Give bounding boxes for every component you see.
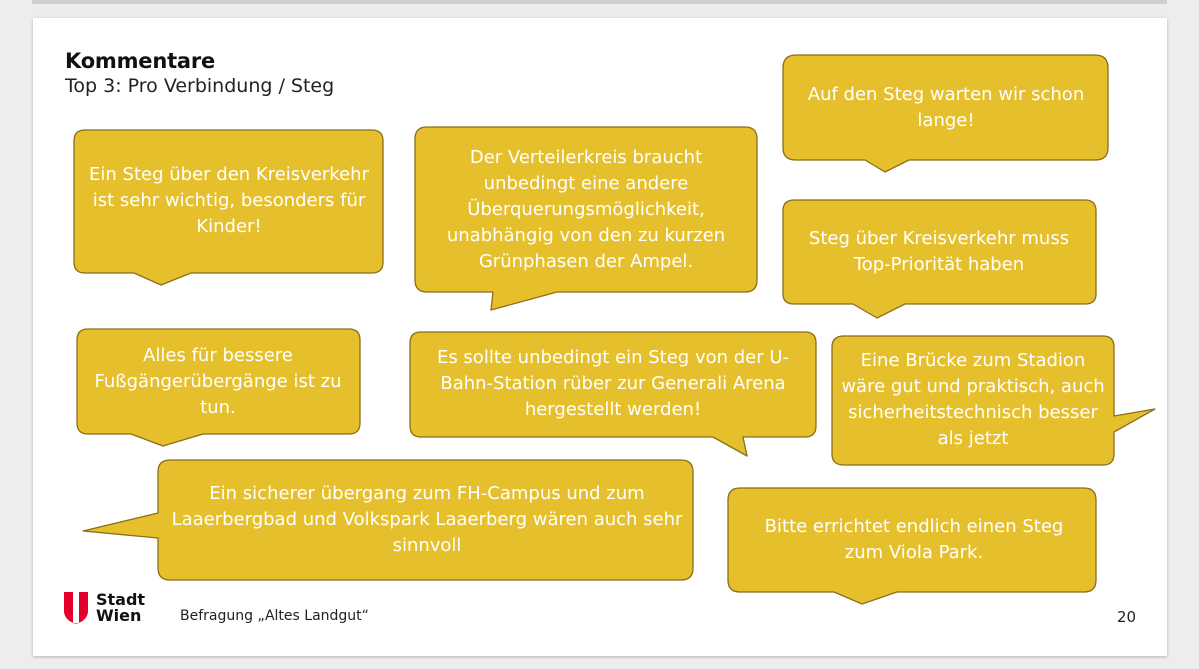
logo-line-1: Stadt: [96, 590, 146, 609]
comment-text-6: Es sollte unbedingt ein Steg von der U-Bahn-Station rüber zur Generali Arena hergestellt werden!: [436, 347, 790, 420]
slide-subtitle: Top 3: Pro Verbindung / Steg: [65, 75, 335, 97]
logo-wordmark: [96, 592, 145, 624]
slide-title: Kommentare: [65, 49, 216, 73]
comment-text-5: Alles für bessere Fußgängerübergänge ist zu tun.: [94, 345, 342, 418]
vienna-shield-icon: [63, 591, 89, 625]
comment-text-2: Der Verteilerkreis braucht unbedingt eine andere Überquerungsmöglichkeit, unabhängig von den zu kurzen Grünphasen der Ampel.: [446, 147, 726, 272]
comment-text-3: Auf den Steg warten wir schon lange!: [807, 84, 1085, 131]
comment-text-8: Ein sicherer übergang zum FH-Campus und zum Laaerbergbad und Volkspark Laaerberg wären auch sehr sinnvoll: [171, 483, 683, 556]
logo-line-2: Wien: [96, 606, 142, 625]
slide: [33, 18, 1167, 656]
window-top-edge: [32, 0, 1167, 4]
comment-text-4: Steg über Kreisverkehr muss Top-Priorität haben: [808, 228, 1070, 275]
comment-text-7: Eine Brücke zum Stadion wäre gut und praktisch, auch sicherheitstechnisch besser als jetzt: [841, 350, 1105, 449]
stadt-wien-logo: [63, 590, 145, 626]
footer-survey-title: Befragung „Altes Landgut“: [180, 608, 369, 624]
page-number: 20: [1117, 608, 1137, 626]
comment-text-9: Bitte errichtet endlich einen Steg zum Viola Park.: [764, 516, 1064, 563]
comment-text-1: Ein Steg über den Kreisverkehr ist sehr wichtig, besonders für Kinder!: [89, 164, 369, 237]
